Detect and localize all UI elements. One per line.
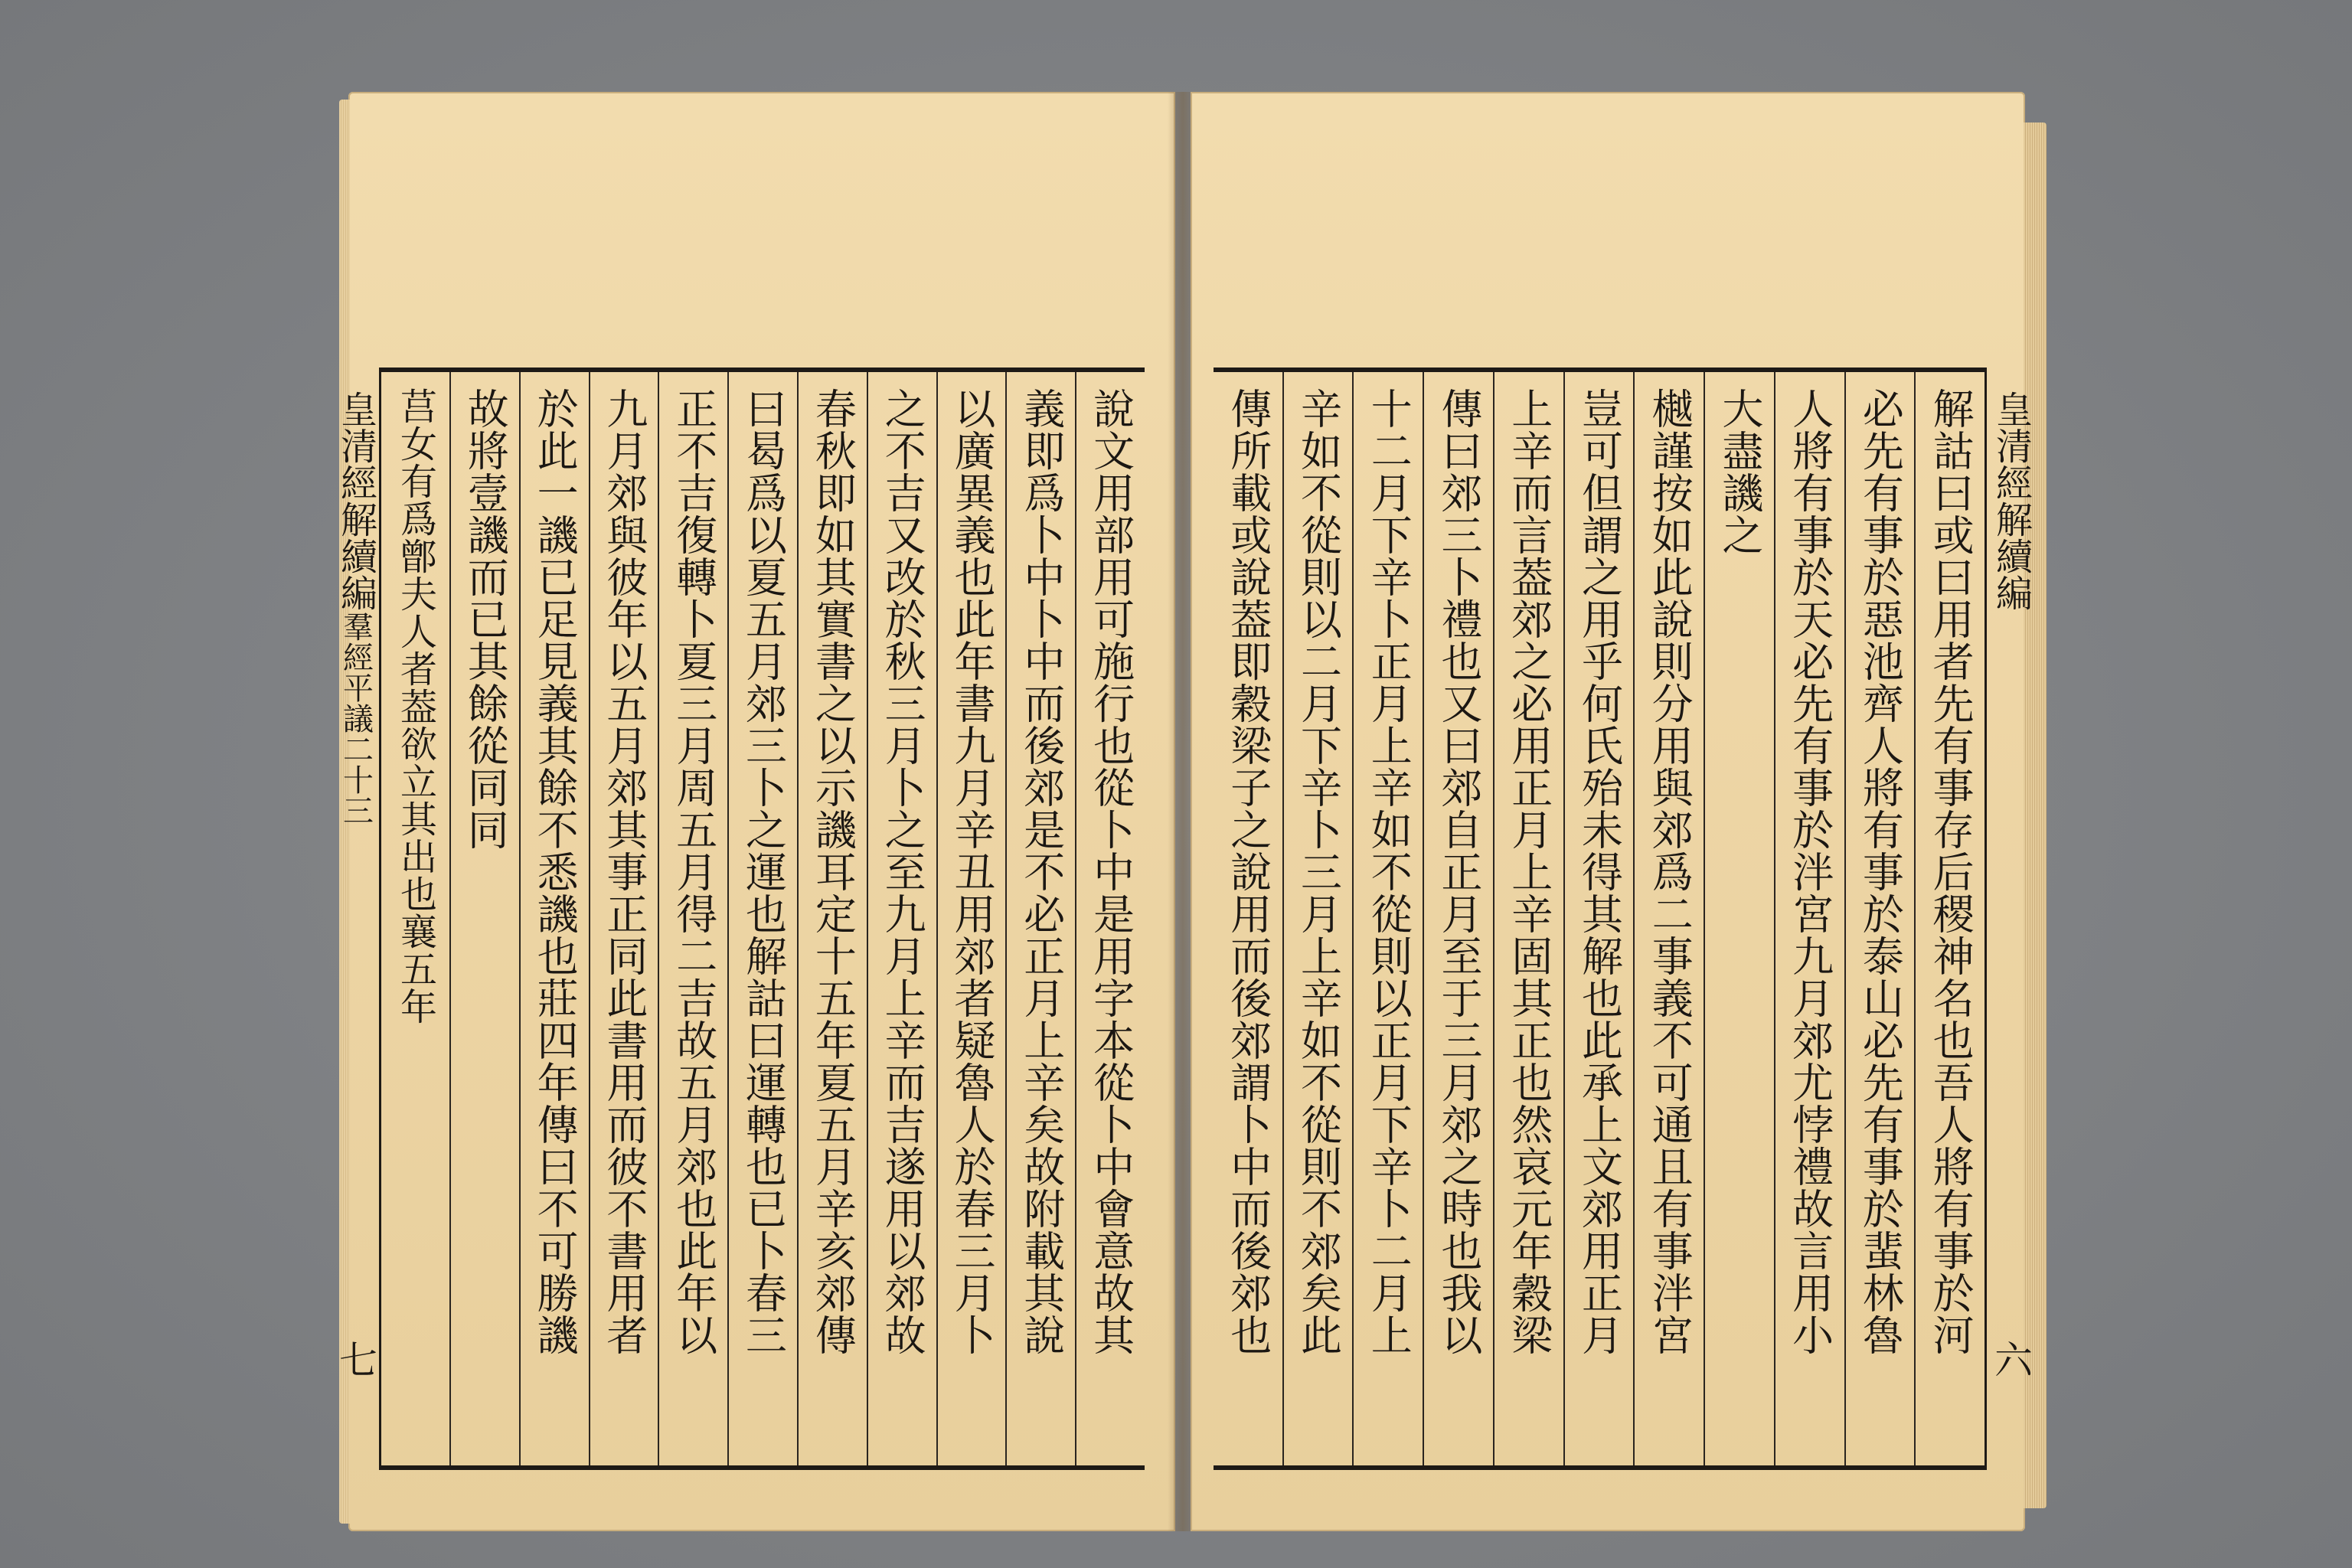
text-column	[1352, 372, 1423, 1465]
text-column	[1282, 372, 1353, 1465]
text-column	[1075, 372, 1145, 1465]
leaf-number: 七	[333, 1340, 377, 1378]
text-column	[519, 372, 589, 1465]
column-text: 大盡譏之	[1715, 387, 1764, 556]
text-column	[1423, 372, 1493, 1465]
text-column	[1005, 372, 1075, 1465]
column-text: 辛如不從則以二月下辛卜三月上辛如不從則不郊矣此	[1294, 387, 1343, 1356]
right-columns	[1214, 372, 1984, 1465]
text-column	[1493, 372, 1563, 1465]
column-text: 說文用部用可施行也從卜中是用字本從卜中會意故其	[1086, 387, 1135, 1356]
text-column	[1704, 372, 1774, 1465]
left-page	[333, 92, 1175, 1531]
column-text: 解詁曰或曰用者先有事存后稷神名也吾人將有事於河	[1926, 387, 1975, 1356]
column-text: 必先有事於惡池齊人將有事於泰山必先有事於蜚林魯	[1856, 387, 1905, 1356]
text-column	[1214, 372, 1282, 1465]
leaf-number: 六	[1988, 1340, 2033, 1378]
text-column	[1563, 372, 1634, 1465]
margin-title	[334, 390, 377, 1470]
left-margin-column	[332, 368, 379, 1470]
column-text: 於此一譏已足見義其餘不悉譏也莊四年傳曰不可勝譏	[531, 387, 580, 1356]
text-column	[1774, 372, 1844, 1465]
text-column	[797, 372, 867, 1465]
open-book	[333, 92, 2033, 1531]
column-text: 人將有事於天必先有事於泮宮九月郊尤悖禮故言用小	[1785, 387, 1834, 1356]
text-column	[936, 372, 1006, 1465]
column-text: 傳曰郊三卜禮也又曰郊自正月至于三月郊之時也我以	[1434, 387, 1483, 1356]
margin-title: 皇清經解續編	[1989, 390, 2033, 611]
text-column	[381, 372, 449, 1465]
margin-title-text: 皇清經解續編	[334, 390, 377, 611]
text-column	[449, 372, 519, 1465]
column-text: 以廣異義也此年書九月辛丑用郊者疑魯人於春三月卜	[947, 387, 996, 1356]
text-column	[589, 372, 658, 1465]
text-column	[1844, 372, 1915, 1465]
left-text-block	[379, 368, 1145, 1470]
text-column	[1633, 372, 1704, 1465]
text-column	[1914, 372, 1984, 1465]
column-text: 之不吉又改於秋三月卜之至九月上辛而吉遂用以郊故	[878, 387, 927, 1356]
column-text: 九月郊與彼年以五月郊其事正同此書用而彼不書用者	[599, 387, 648, 1356]
column-text: 傳所載或說葢即穀梁子之說用而後郊謂卜中而後郊也	[1223, 387, 1272, 1356]
left-columns	[381, 372, 1145, 1465]
margin-section: 羣經平議二十三	[338, 611, 374, 825]
right-page	[1191, 92, 2033, 1531]
column-text: 春秋即如其實書之以示譏耳定十五年夏五月辛亥郊傳	[808, 387, 858, 1356]
text-column	[658, 372, 727, 1465]
column-text: 樾謹按如此說則分用與郊爲二事義不可通且有事泮宮	[1645, 387, 1694, 1356]
column-text: 莒女有爲鄫夫人者葢欲立其出也襄五年	[394, 387, 437, 1025]
column-text: 上辛而言葢郊之必用正月上辛固其正也然哀元年穀梁	[1504, 387, 1553, 1356]
right-margin-column	[1987, 368, 2034, 1470]
column-text: 故將壹譏而已其餘從同同	[461, 387, 510, 851]
column-text: 十二月下辛卜正月上辛如不從則以正月下辛卜二月上	[1364, 387, 1413, 1356]
right-text-block	[1214, 368, 1987, 1470]
text-column	[867, 372, 936, 1465]
column-text: 曰曷爲以夏五月郊三卜之運也解詁曰運轉也已卜春三	[739, 387, 788, 1356]
text-column	[727, 372, 797, 1465]
column-text: 正不吉復轉卜夏三月周五月得二吉故五月郊也此年以	[669, 387, 718, 1356]
column-text: 豈可但謂之用乎何氏殆未得其解也此承上文郊用正月	[1575, 387, 1624, 1356]
column-text: 義即爲卜中卜中而後郊是不必正月上辛矣故附載其說	[1017, 387, 1066, 1356]
